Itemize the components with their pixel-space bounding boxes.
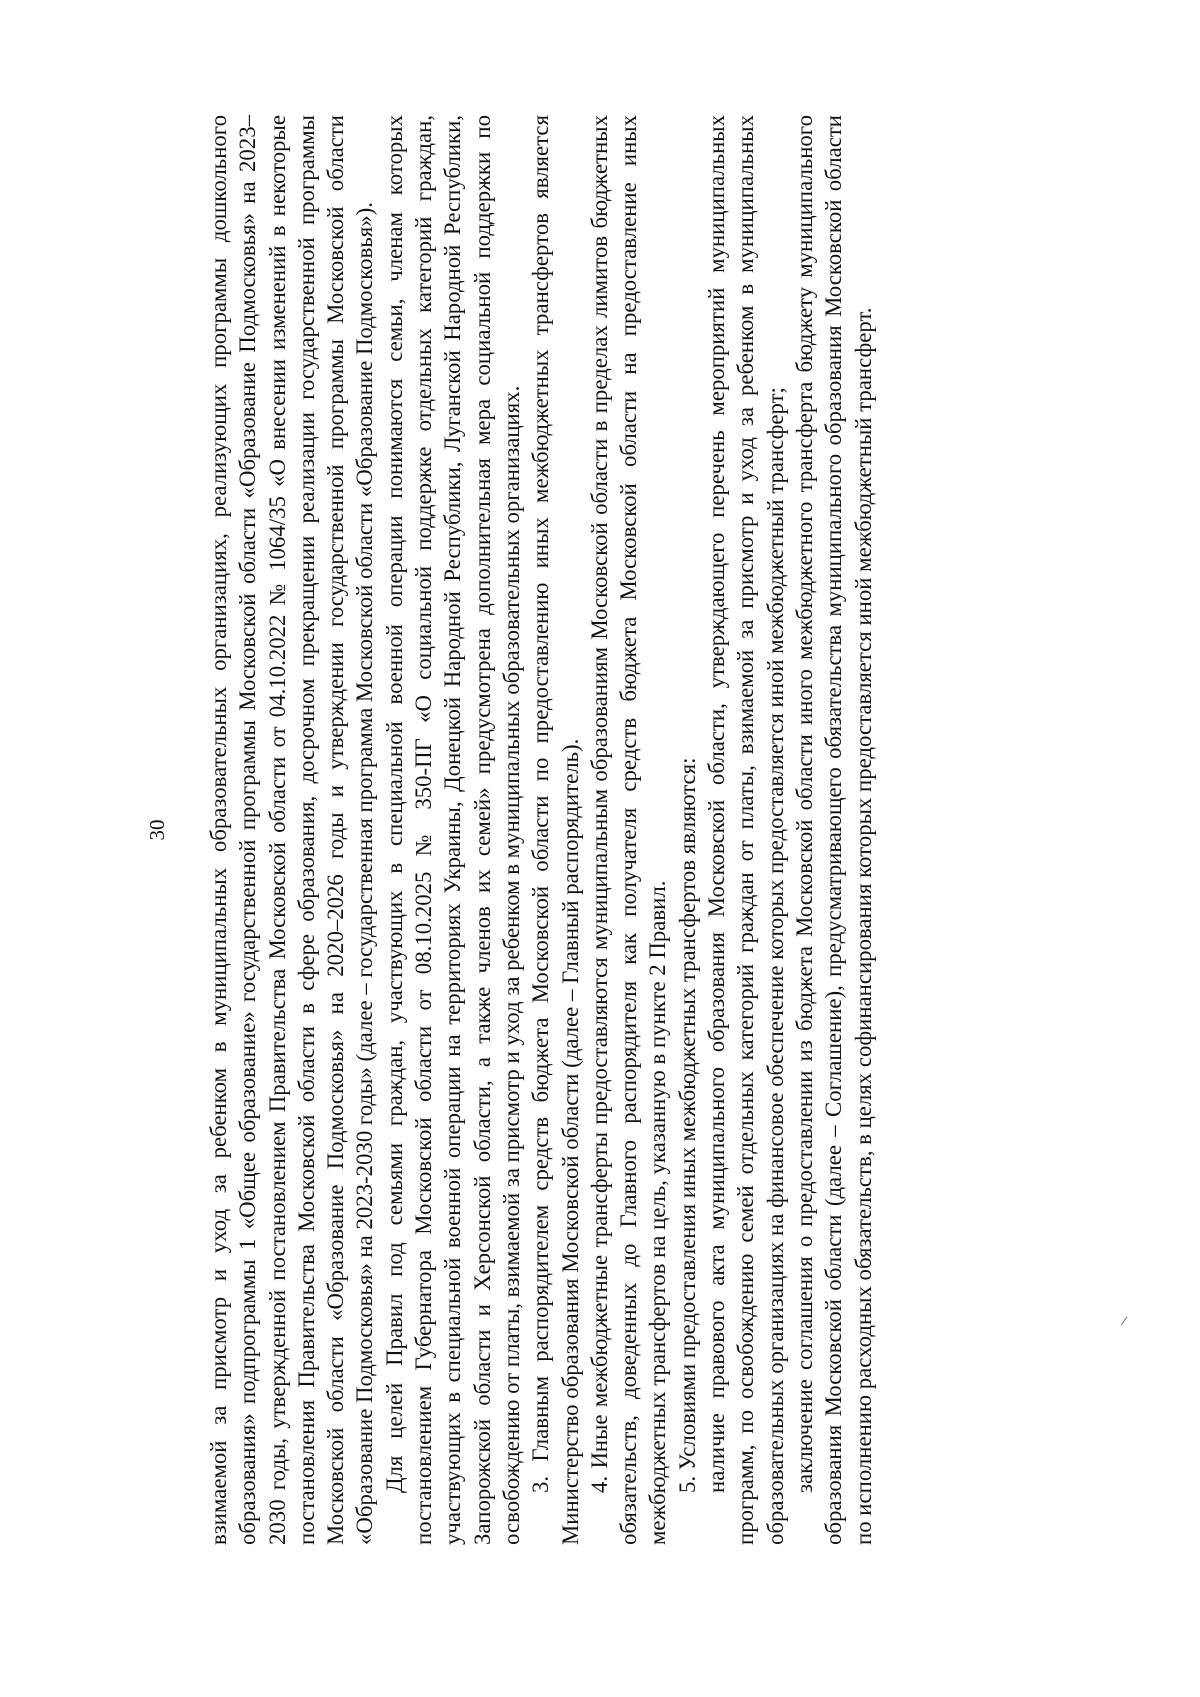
paragraph-item-3: 3. Главным распорядителем средств бюджета Московской области по предоставлению иных межбюджетных трансфертов является Министерство образования Московской области (далее – Главный распорядитель). bbox=[528, 115, 583, 1545]
paragraph-families-definition: Для целей Правил под семьями граждан, участвующих в специальной военной операции понимаются семьи, членам которых постановлением Губернатора Московской области от 08.10.2025 № 350-ПГ «О социальной поддержке отдельных категорий граждан, участвующих в специальной военной операции на территориях Украины, Донецкой Народной Республики, Луганской Народной Республики, Запорожской области и Херсонской области, а также членов их семей» предусмотрена дополнительная мера социальной поддержки по освобождению от платы, взимаемой за присмотр и уход за ребенком в муниципальных образовательных организациях. bbox=[381, 115, 524, 1545]
paragraph-item-4: 4. Иные межбюджетные трансферты предоставляются муниципальным образованиям Московской области в пределах лимитов бюджетных обязательств, доведенных до Главного распорядителя как получателя средств бюджета Московской области на предоставление иных межбюджетных трансфертов на цель, указанную в пункте 2 Правил. bbox=[586, 115, 671, 1545]
document-body bbox=[204, 115, 878, 1545]
paragraph-program-reference: взимаемой за присмотр и уход за ребенком в муниципальных образовательных организациях, реализующих программы дошкольного образования» подпрограммы 1 «Общее образование» государственной программы Московской области «Образование Подмосковья» на 2023–2030 годы, утвержденной постановлением Правительства Московской области от 04.10.2022 № 1064/35 «О внесении изменений в некоторые постановления Правительства Московской области в сфере образования, досрочном прекращении реализации государственной программы Московской области «Образование Подмосковья» на 2020–2026 годы и утверждении государственной программы Московской области «Образование Подмосковья» на 2023-2030 годы» (далее – государственная программа Московской области «Образование Подмосковья»). bbox=[206, 115, 378, 1545]
paragraph-condition-agreement: заключение соглашения о предоставлении из бюджета Московской области иного межбюджетного трансферта бюджету муниципального образования Московской области (далее – Соглашение), предусматривающего обязательства муниципального образования Московской области по исполнению расходных обязательств, в целях софинансирования которых предоставляется иной межбюджетный трансферт. bbox=[791, 115, 876, 1545]
paragraph-item-5: 5. Условиями предоставления иных межбюджетных трансфертов являются: bbox=[674, 757, 700, 1493]
rotated-page-content bbox=[145, 115, 1070, 1545]
page-number: 30 bbox=[145, 819, 169, 841]
scan-artifact bbox=[1121, 1316, 1134, 1329]
paragraph-condition-legal-act: наличие правового акта муниципального образования Московской области, утверждающего перечень мероприятий муниципальных программ, по освобождению семей отдельных категорий граждан от платы, взимаемой за присмотр и уход за ребенком в муниципальных образовательных организациях на финансовое обеспечение которых предоставляется иной межбюджетный трансферт; bbox=[704, 115, 788, 1545]
